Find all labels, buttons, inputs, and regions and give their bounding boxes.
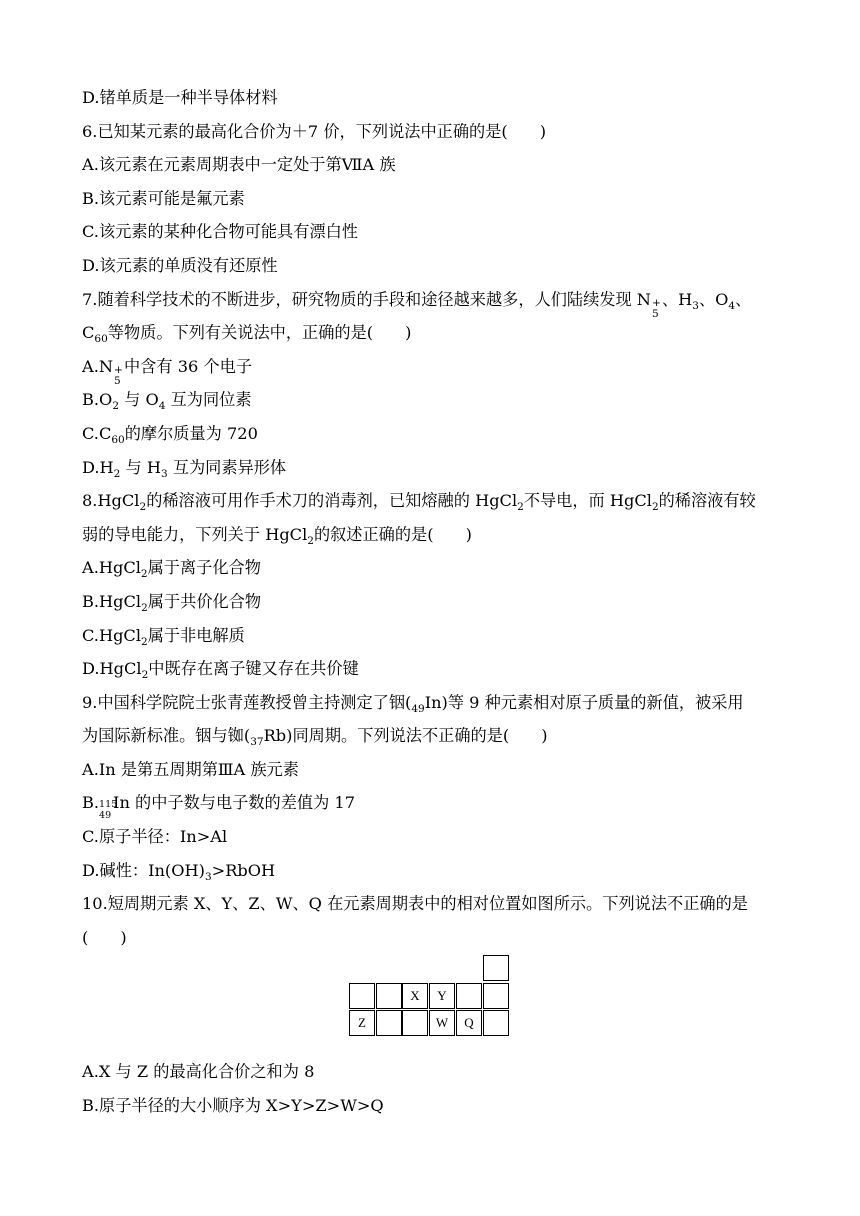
q7-stem-text: 7.随着科学技术的不断进步，研究物质的手段和途径越来越多，人们陆续发现 N bbox=[82, 289, 651, 309]
table-cell-empty bbox=[349, 983, 375, 1009]
table-cell-empty bbox=[456, 983, 482, 1009]
table-cell-empty bbox=[376, 983, 402, 1009]
table-cell-q: Q bbox=[456, 1010, 482, 1036]
q6-stem bbox=[82, 115, 782, 149]
q8-c-post: 属于非电解质 bbox=[147, 625, 245, 645]
q8-b-post: 属于共价化合物 bbox=[147, 591, 262, 611]
q7-sep: 、 bbox=[735, 289, 752, 309]
table-cell-empty bbox=[483, 1010, 509, 1036]
q9-text-d: Rb)同周期。下列说法不正确的是( bbox=[263, 726, 510, 746]
q9-d-pre: D.碱性：In(OH) bbox=[82, 860, 205, 880]
q9-stem-line1 bbox=[82, 686, 782, 720]
table-cell-empty bbox=[483, 983, 509, 1009]
q6-option-c: C.该元素的某种化合物可能具有漂白性 bbox=[82, 222, 358, 242]
q8-sub: 2 bbox=[139, 501, 147, 514]
q8-sub: 2 bbox=[140, 568, 148, 581]
q6-stem-text: 6.已知某元素的最高化合价为＋7 价，下列说法中正确的是( bbox=[82, 121, 508, 141]
q8-option-a bbox=[82, 551, 782, 585]
q9-option-d bbox=[82, 854, 782, 888]
q8-c-pre: C.HgCl bbox=[82, 625, 141, 645]
q7-c60-sub: 60 bbox=[94, 333, 108, 346]
q7-o4-sub: 4 bbox=[728, 299, 736, 312]
q9-paren: ) bbox=[541, 726, 548, 746]
q7-b-mid: 与 O bbox=[124, 390, 159, 410]
q7-c-pre: C.C bbox=[82, 423, 112, 443]
q10-option-b: B.原子半径的大小顺序为 X>Y>Z>W>Q bbox=[82, 1095, 384, 1115]
q7-h-text: 、H bbox=[661, 289, 693, 309]
q8-text-e: 弱的导电能力，下列关于 HgCl bbox=[82, 524, 308, 544]
q8-sub: 2 bbox=[141, 602, 148, 615]
q8-d-post: 中既存在离子键又存在共价键 bbox=[148, 659, 359, 679]
q7-d-sub1: 2 bbox=[113, 467, 121, 480]
q9-option-b bbox=[82, 786, 782, 820]
q7-d-pre: D.H bbox=[82, 457, 114, 477]
q7-a-post: 中含有 36 个电子 bbox=[124, 356, 253, 376]
q9-option-c: C.原子半径：In>Al bbox=[82, 827, 228, 847]
q8-stem-line2 bbox=[82, 518, 782, 552]
q8-text-b: 的稀溶液可用作手术刀的消毒剂，已知熔融的 HgCl bbox=[146, 491, 518, 511]
q8-text-f: 的叙述正确的是( bbox=[313, 524, 434, 544]
q8-b-pre: B.HgCl bbox=[82, 591, 142, 611]
q7-c-post: 的摩尔质量为 720 bbox=[124, 423, 258, 443]
q9-in-sub: 49 bbox=[411, 702, 425, 715]
q8-sub: 2 bbox=[307, 534, 314, 547]
q8-option-c bbox=[82, 619, 782, 653]
q8-stem-line1 bbox=[82, 484, 782, 518]
q7-n5-charge: + bbox=[651, 296, 661, 309]
q9-mass-number: 115 bbox=[99, 799, 118, 811]
q7-paren: ) bbox=[405, 323, 412, 343]
q9-text-c: 为国际新标准。铟与铷( bbox=[82, 726, 251, 746]
q7-option-a bbox=[82, 350, 782, 387]
q10-stem-line1: 10.短周期元素 X、Y、Z、W、Q 在元素周期表中的相对位置如图所示。下列说法不正确的是 bbox=[82, 894, 748, 914]
table-cell-empty bbox=[483, 955, 509, 981]
table-cell-y: Y bbox=[429, 983, 455, 1009]
q9-option-a: A.In 是第五周期第ⅢA 族元素 bbox=[82, 759, 299, 779]
q8-sub: 2 bbox=[651, 501, 659, 514]
q10-paren-open: ( bbox=[82, 927, 89, 947]
q7-b-pre: B.O bbox=[82, 390, 113, 410]
q9-d-post: >RbOH bbox=[211, 860, 276, 880]
q8-a-post: 属于离子化合物 bbox=[147, 558, 261, 578]
q7-d-mid: 与 H bbox=[125, 457, 161, 477]
q7-stem-line1 bbox=[82, 283, 782, 320]
q7-option-b bbox=[82, 383, 782, 417]
table-cell-w: W bbox=[429, 1010, 455, 1036]
table-cell-empty bbox=[376, 1010, 402, 1036]
q9-b-post: In 的中子数与电子数的差值为 17 bbox=[113, 793, 356, 813]
q7-b-sub1: 2 bbox=[112, 400, 119, 413]
q8-d-pre: D.HgCl bbox=[82, 659, 142, 679]
q7-option-c bbox=[82, 417, 782, 451]
q8-text-d: 的稀溶液有较 bbox=[658, 491, 756, 511]
q7-b-post: 互为同位素 bbox=[170, 390, 252, 410]
q7-b-sub2: 4 bbox=[158, 400, 166, 413]
q8-text-a: 8.HgCl bbox=[82, 491, 140, 511]
q6-option-d: D.该元素的单质没有还原性 bbox=[82, 255, 278, 275]
q8-option-b bbox=[82, 585, 782, 619]
table-cell-z: Z bbox=[349, 1010, 375, 1036]
q7-d-sub2: 3 bbox=[160, 467, 168, 480]
q7-option-d bbox=[82, 451, 782, 485]
q10-stem-line2 bbox=[82, 921, 782, 955]
q10-paren-close: ) bbox=[120, 927, 127, 947]
q6-option-b: B.该元素可能是氟元素 bbox=[82, 188, 245, 208]
q9-rb-sub: 37 bbox=[250, 736, 264, 749]
q7-a-count: 5 bbox=[114, 374, 121, 387]
q8-text-c: 不导电，而 HgCl bbox=[523, 491, 652, 511]
q6-paren: ) bbox=[539, 121, 547, 141]
q7-a-pre: A.N bbox=[82, 356, 113, 376]
q9-atomic-number: 49 bbox=[99, 810, 112, 822]
q7-n5-count: 5 bbox=[651, 307, 659, 320]
q6-option-a: A.该元素在元素周期表中一定处于第ⅦA 族 bbox=[82, 155, 396, 175]
q7-c-text: C bbox=[82, 323, 95, 343]
q7-c-sub: 60 bbox=[111, 434, 125, 447]
q8-sub: 2 bbox=[141, 669, 149, 682]
q8-sub: 2 bbox=[517, 501, 524, 514]
q9-text-b: In)等 9 种元素相对原子质量的新值，被采用 bbox=[424, 692, 744, 712]
q8-option-d bbox=[82, 652, 782, 686]
q8-paren: ) bbox=[465, 524, 472, 544]
periodic-table-fragment bbox=[349, 955, 509, 1037]
q8-a-pre: A.HgCl bbox=[82, 558, 141, 578]
q9-b-pre: B. bbox=[82, 793, 100, 813]
q7-stem-line2 bbox=[82, 316, 782, 350]
q8-sub: 2 bbox=[141, 635, 148, 648]
table-cell-empty bbox=[402, 1010, 428, 1036]
q9-d-sub: 3 bbox=[204, 870, 212, 883]
q7-a-charge: + bbox=[114, 363, 123, 376]
table-cell-x: X bbox=[402, 983, 428, 1009]
q10-option-a: A.X 与 Z 的最高化合价之和为 8 bbox=[82, 1062, 315, 1082]
q7-stem-text2: 等物质。下列有关说法中，正确的是( bbox=[107, 323, 374, 343]
q9-stem-line2 bbox=[82, 719, 782, 753]
q7-h3-sub: 3 bbox=[692, 299, 699, 312]
q9-text-a: 9.中国科学院院士张青莲教授曾主持测定了铟( bbox=[82, 692, 412, 712]
q7-d-post: 互为同素异形体 bbox=[172, 457, 287, 477]
q7-o-text: 、O bbox=[698, 289, 729, 309]
q5-option-d: D.锗单质是一种半导体材料 bbox=[82, 88, 278, 107]
